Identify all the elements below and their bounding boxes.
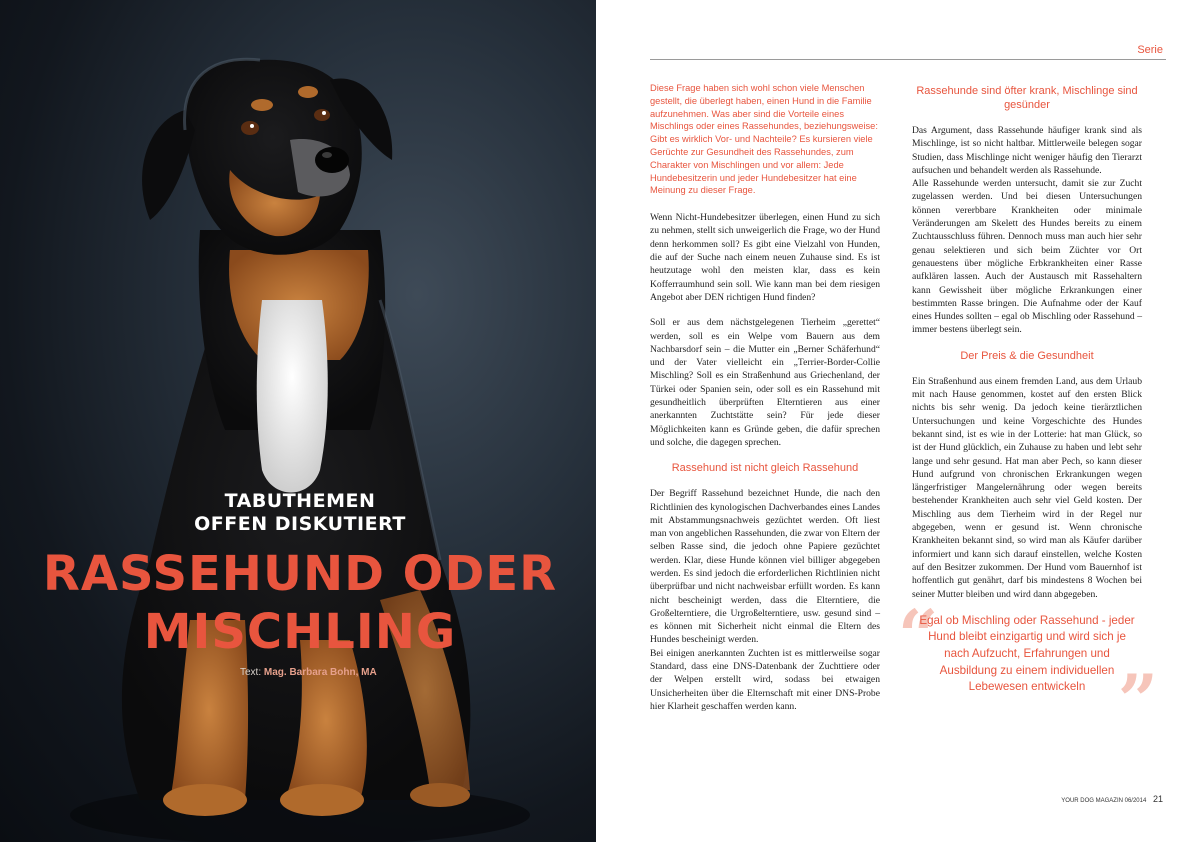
intro-paragraph: Diese Frage haben sich wohl schon viele Menschen gestellt, die überlegt haben, einen Hund in die Familie aufzunehmen. Was aber sind die Vorteile eines Mischlings oder eines Rassehundes, beziehungsweise: Gibt es wirklich Vor- und Nachteile? Es kursieren viele Gerüchte zur Gesundheit des Rassehundes, zum Charakter von Mischlingen und vor allem: Jede Hundebesitzerin und jeder Hundebesitzer hat eine Meinung zu dieser Frage.: [650, 83, 878, 196]
byline-prefix: Text:: [240, 667, 262, 678]
headline-line-2: MISCHLING: [143, 604, 457, 660]
page-footer: [1061, 794, 1163, 804]
page-number: 21: [1152, 794, 1163, 804]
body-paragraph: Bei einigen anerkannten Zuchten ist es mittlerweilse sogar Standard, dass eine DNS-Datenbank der Zuchttiere oder der Welpen erstellt wird, sodass bei etwaigen Unsicherheiten über die Elternschaft mit einer DNS-Probe hier Klarheit geschaffen werden kann.: [650, 647, 880, 712]
body-paragraph: Soll er aus dem nächstgelegenen Tierheim „gerettet“ werden, soll es ein Welpe vom Bauern aus dem Nachbarsdorf sein – die Mutter ein „Berner Schäferhund“ und der Vater vielleicht ein „Terrier-Border-Collie Mischling? Soll es ein Straßenhund aus Griechenland, der Türkei oder Spanien sein, oder soll es ein Rassehund mit gesundheitlich überprüften Elterntieren aus einer anerkannten Zuchtstätte sein? Für jede dieser Möglichkeiten kann es Gründe geben, die dafür sprechen und solche, die dagegen sprechen.: [650, 317, 880, 448]
byline: [240, 667, 377, 678]
right-column: [898, 82, 1158, 742]
article-page: [596, 0, 1191, 842]
section-label: Serie: [1137, 44, 1163, 56]
body-paragraph: Ein Straßenhund aus einem fremden Land, aus dem Urlaub mit nach Hause genommen, kostet auf den ersten Blick nichts bis sehr wenig. Da jedoch keine tierärztlichen Untersuchungen und keine Vorgeschichte des Hundes bekannt sind, ist es wie in der Lotterie: hat man Glück, so ist der Hund glücklich, ein Zuhause zu haben und lebt sehr lange und sehr gesund. Hat man aber Pech, so kann dieser Hund aufgrund von chronischen Erkrankungen wegen längerfristiger Mangelernährung oder wegen bereits bestehender Krankheiten auch sehr viel Geld kosten. Der Mischling aus dem Tierheim wird in der Regel nur abgegeben, wenn er gesund ist. Wenn chronische Krankheiten bekannt sind, so wird man als Käufer darüber informiert und kann sich darauf einstellen, welche Kosten auf den Besitzer zukommen. Der Hund vom Bauernhof ist hoffentlich gut genährt, darf bis mindestens 8 Wochen bei seiner Mutter bleiben und wird dann abgegeben.: [912, 375, 1142, 600]
kicker-line-2: OFFEN DISKUTIERT: [194, 513, 406, 535]
subheading: Rassehunde sind öfter krank, Mischlinge sind gesünder: [916, 85, 1138, 111]
footer-magazine: YOUR DOG MAGAZIN 06/2014: [1061, 798, 1147, 804]
header-rule: [650, 59, 1166, 60]
body-paragraph: Wenn Nicht-Hundebesitzer überlegen, einen Hund zu sich zu nehmen, stellt sich unweigerlich die Frage, wo der Hund denn herkommen soll? Es gibt eine Vielzahl von Hunden, die auf der Suche nach einem neuen Zuhause sind. Es ist heutzutage wohl den meisten klar, dass es kein Kofferraumhund sein soll. Wie kann man bei dem riesigen Angebot aber DEN richtigen Hund finden?: [650, 212, 880, 303]
pull-quote-text: Egal ob Mischling oder Rassehund - jeder Hund bleibt einzigartig und wird sich je nach Aufzucht, Erfahrungen und Ausbildung zu einem individuellen Lebewesen entwickeln: [919, 613, 1135, 694]
pull-quote: [898, 593, 1158, 742]
byline-author: Mag. Barbara Bohn, MA: [263, 667, 377, 678]
body-paragraph: Der Begriff Rassehund bezeichnet Hunde, die nach den Richtlinien des kynologischen Dachverbandes eines Landes mit Abstammungsnachweis gezüchtet werden. Oft liest man von angeblichen Rassehunden, die zwar von Eltern der selben Rasse sind, die jedoch ohne Papiere gezüchtet werden. Klar, diese Hunde können viel billiger abgegeben werden. Es sind jedoch die erforderlichen Richtlinien nicht überprüfbar und nicht nachweisbar erfüllt worden. Es kann nicht bescheinigt werden, dass die Elterntiere, die Großelterntiere, die Urgroßelterntiere, usw. gesund sind – es können mit Sicherheit nicht einmal die Eltern des Hundes bescheinigt werden.: [650, 488, 880, 646]
open-quote-icon: “: [898, 593, 939, 677]
kicker-line-1: TABUTHEMEN: [224, 490, 376, 512]
close-quote-icon: ”: [1117, 658, 1158, 742]
headline-line-1: RASSEHUND ODER: [42, 546, 558, 602]
subheading: Rassehund ist nicht gleich Rassehund: [671, 462, 859, 475]
body-paragraph: Alle Rassehunde werden untersucht, damit sie zur Zucht zugelassen werden. Und bei diesen Untersuchungen können vererbbare Krankheiten oder minimale Veränderungen am Skelett des Hundes bereits zu einem Zuchtausschluss führen. Dennoch muss man auch hier sehr genau selektieren und sich beim Züchter vor Ort genauestens über mögliche Erbkrankheiten einer Rasse aufklären lassen. Auch der Austausch mit Rassehaltern kann Gewissheit über mögliche Erkrankungen einer bestimmten Rasse bringen. Die Aufnahme oder der Kauf eines Hundes sollten – egal ob Mischling oder Rassehund – immer bestens überlegt sein.: [912, 178, 1142, 336]
body-paragraph: Das Argument, dass Rassehunde häufiger krank sind als Mischlinge, ist so nicht haltbar. Mittlerweile belegen sogar Studien, dass Mischlinge nicht weniger häufig den Tierarzt aufsuchen und behandelt werden als Rassehunde.: [912, 125, 1142, 176]
left-column: [650, 82, 880, 725]
subheading: Der Preis & die Gesundheit: [960, 349, 1094, 362]
